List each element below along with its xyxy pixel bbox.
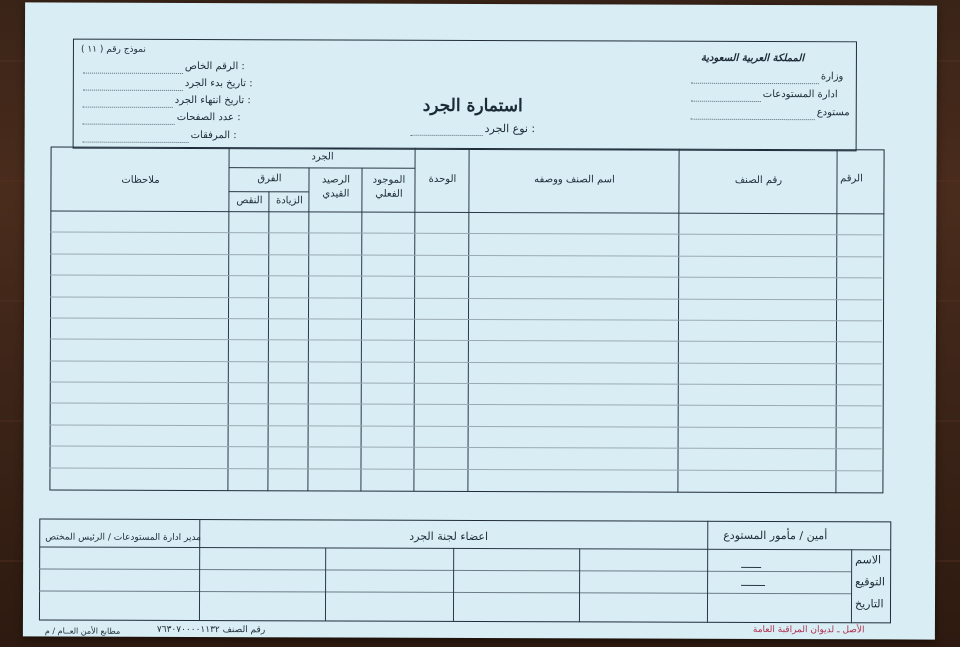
inventory-form-sheet [23,2,937,639]
table-body-rows[interactable] [25,2,937,5]
group-difference-header: الفرق [257,173,282,185]
col-book-line1: الرصيد [321,174,351,186]
col-actual-line1: الموجود [372,174,406,186]
group-inventory-header: الجرد [311,151,334,163]
col-item-name-header: اسم الصنف ووصفه [534,174,615,186]
kingdom-label: المملكة العربية السعودية [700,52,805,65]
end-date-label: تاريخ انتهاء الجرد : [174,94,251,107]
form-number: نموذج رقم ( ١١ ) [80,44,146,55]
depot-label: مستودع [816,107,850,119]
col-book-line2: القيدي [322,188,350,200]
signature-row-label: التوقيع [855,575,885,589]
committee-header: اعضاء لجنة الجرد [409,529,489,544]
col-increase-header: الزيادة [275,195,303,207]
col-actual-line2: الفعلي [375,188,403,200]
col-actual-header [363,174,414,202]
attachments-label: المرفقات : [190,129,237,142]
col-item-number-header: رقم الصنف [734,174,783,187]
col-notes-header: ملاحظات [121,174,160,186]
director-header: مدير ادارة المستودعات / الرئيس المختص [45,532,202,544]
col-decrease-header: النقص [236,195,263,207]
name-row-label: الاسم [855,553,882,567]
date-row-label: التاريخ [854,597,884,611]
ministry-label: وزارة [820,71,844,83]
col-book-header [310,173,361,201]
start-date-label: تاريخ بدء الجرد : [184,77,253,90]
private-number-label: الرقم الخاص : [184,60,245,73]
footer-printer: مطابع الأمن العــام / م [44,626,121,636]
pages-count-label: عدد الصفحات : [176,111,241,124]
form-title: استمارة الجرد [422,95,523,117]
col-number-header: الرقم [840,173,863,185]
footer-original: الأصل ـ لديوان المراقبة العامة [752,624,865,636]
col-unit-header: الوحدة [428,173,457,185]
inventory-type-label: نوع الجرد : [484,122,536,136]
footer-item-code: رقم الصنف ٧٦٣٠٧٠٠٠٠١١٣٢ [156,624,266,636]
depots-admin-label: ادارة المستودعات [762,88,838,101]
storekeeper-header: أمين / مأمور المستودع [723,528,828,543]
